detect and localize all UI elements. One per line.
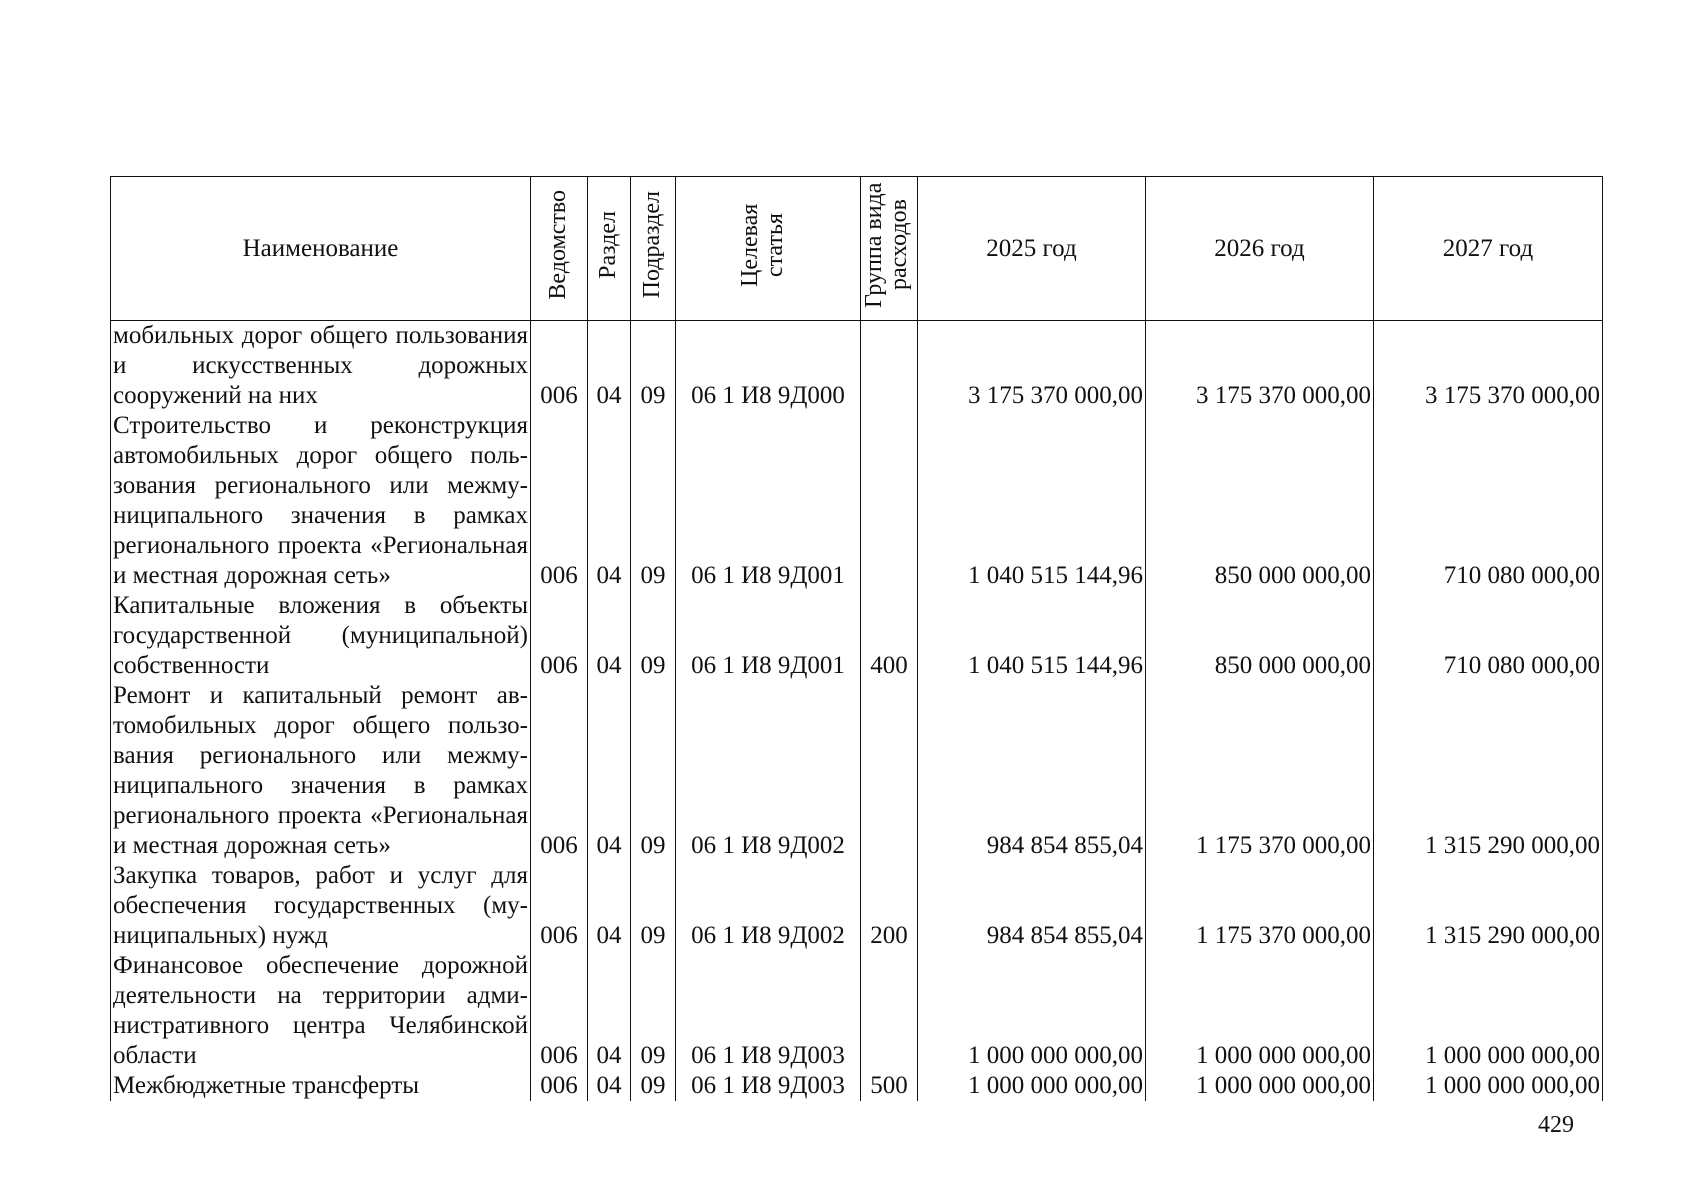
table-row [111,951,1603,1071]
row-2025: 984 854 855,04 [918,861,1146,951]
header-2025: 2025 год [918,177,1146,321]
header-2027: 2027 год [1374,177,1603,321]
row-subsection: 09 [631,411,676,591]
row-dept: 006 [531,411,588,591]
row-2027: 1 315 290 000,00 [1374,681,1603,861]
row-subsection: 09 [631,951,676,1071]
row-2025: 1 040 515 144,96 [918,411,1146,591]
table-row [111,321,1603,412]
row-target: 06 1 И8 9Д002 [676,681,861,861]
row-2025: 1 040 515 144,96 [918,591,1146,681]
row-group: 200 [861,861,918,951]
row-name: мобильных дорог общего пользования и искусственных дорожных сооружений на них [111,321,531,412]
row-name: Ремонт и капитальный ремонт автомобильных дорог общего пользования регионального или межмуниципального значения в рамках регионального проекта «Региональная и местная дорожная сеть» [111,681,531,861]
row-subsection: 09 [631,591,676,681]
table-row [111,1071,1603,1101]
row-2026: 3 175 370 000,00 [1146,321,1374,412]
row-2026: 1 175 370 000,00 [1146,681,1374,861]
row-2026: 850 000 000,00 [1146,591,1374,681]
row-2027: 3 175 370 000,00 [1374,321,1603,412]
row-subsection: 09 [631,861,676,951]
row-2027: 1 000 000 000,00 [1374,951,1603,1071]
row-2025: 984 854 855,04 [918,681,1146,861]
row-name: Капитальные вложения в объекты государственной (муниципальной) собственности [111,591,531,681]
row-2025: 3 175 370 000,00 [918,321,1146,412]
table-row [111,591,1603,681]
row-target: 06 1 И8 9Д000 [676,321,861,412]
row-target: 06 1 И8 9Д002 [676,861,861,951]
row-dept: 006 [531,321,588,412]
row-name: Межбюджетные трансферты [111,1071,531,1101]
row-target: 06 1 И8 9Д001 [676,411,861,591]
row-section: 04 [588,1071,631,1101]
header-group: Группа вида расходов [861,177,918,321]
row-dept: 006 [531,681,588,861]
row-2027: 710 080 000,00 [1374,591,1603,681]
row-dept: 006 [531,591,588,681]
row-group [861,321,918,412]
row-name: Финансовое обеспечение дорожной деятельности на территории административного центра Челябинской области [111,951,531,1071]
row-group: 400 [861,591,918,681]
row-subsection: 09 [631,321,676,412]
row-2026: 1 000 000 000,00 [1146,1071,1374,1101]
row-subsection: 09 [631,1071,676,1101]
header-dept: Ведомство [531,177,588,321]
row-section: 04 [588,411,631,591]
row-2025: 1 000 000 000,00 [918,951,1146,1071]
page-number: 429 [1538,1112,1574,1138]
row-section: 04 [588,591,631,681]
row-group [861,951,918,1071]
row-section: 04 [588,951,631,1071]
row-target: 06 1 И8 9Д003 [676,951,861,1071]
row-2026: 1 000 000 000,00 [1146,951,1374,1071]
row-2026: 1 175 370 000,00 [1146,861,1374,951]
row-dept: 006 [531,1071,588,1101]
row-name: Закупка товаров, работ и услуг для обеспечения государственных (муниципальных) нужд [111,861,531,951]
table-row [111,411,1603,591]
header-2026: 2026 год [1146,177,1374,321]
header-section: Раздел [588,177,631,321]
row-target: 06 1 И8 9Д001 [676,591,861,681]
header-name: Наименование [111,177,531,321]
table-body [111,321,1603,1102]
header-subsection: Подраздел [631,177,676,321]
table-row [111,861,1603,951]
row-dept: 006 [531,951,588,1071]
budget-table [110,176,1603,1101]
row-2026: 850 000 000,00 [1146,411,1374,591]
row-group: 500 [861,1071,918,1101]
row-2025: 1 000 000 000,00 [918,1071,1146,1101]
row-dept: 006 [531,861,588,951]
row-section: 04 [588,321,631,412]
row-section: 04 [588,861,631,951]
row-group [861,681,918,861]
row-2027: 1 000 000 000,00 [1374,1071,1603,1101]
row-group [861,411,918,591]
header-row [111,177,1603,321]
header-target: Целевая статья [676,177,861,321]
table-row [111,681,1603,861]
row-2027: 710 080 000,00 [1374,411,1603,591]
row-target: 06 1 И8 9Д003 [676,1071,861,1101]
row-section: 04 [588,681,631,861]
row-2027: 1 315 290 000,00 [1374,861,1603,951]
row-subsection: 09 [631,681,676,861]
row-name: Строительство и реконструкция автомобильных дорог общего пользования регионального или межмуниципального значения в рамках регионального проекта «Региональная и местная дорожная сеть» [111,411,531,591]
